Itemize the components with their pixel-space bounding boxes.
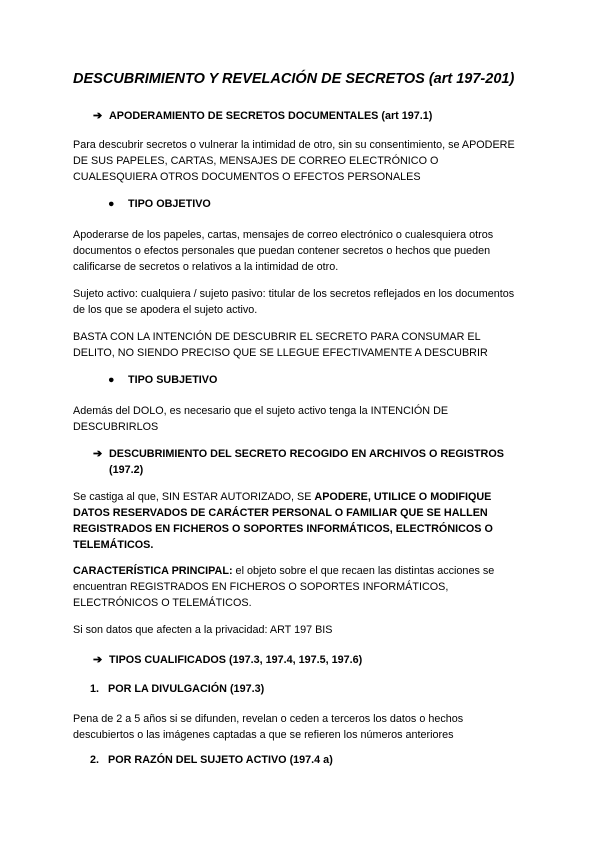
- paragraph-definition: [73, 137, 533, 185]
- text-line: de los que se apodera el sujeto activo.: [73, 304, 258, 316]
- arrow-icon: ➔: [93, 110, 103, 122]
- arrow-icon: ➔: [93, 654, 103, 666]
- bullet-icon: ●: [108, 374, 115, 386]
- paragraph-castiga: [73, 489, 533, 553]
- text-normal: Se castiga al que, SIN ESTAR AUTORIZADO, SE: [73, 491, 315, 503]
- text-line: Para descubrir secretos o vulnerar la intimidad de otro, sin su consentimiento, se APODERE: [73, 139, 515, 151]
- numbered-heading-divulgacion: [90, 683, 264, 695]
- text-line: TELEMÁTICOS.: [73, 539, 154, 551]
- bullet-text: TIPO OBJETIVO: [128, 198, 211, 210]
- bullet-heading-tipo-subjetivo: [108, 374, 218, 386]
- text-line: DE SUS PAPELES, CARTAS, MENSAJES DE CORREO ELECTRÓNICO O: [73, 155, 439, 167]
- text-line: REGISTRADOS EN FICHEROS O SOPORTES INFORMÁTICOS, ELECTRÓNICOS O: [73, 523, 493, 535]
- paragraph-pena: [73, 711, 533, 743]
- text-bold: APODERE, UTILICE O MODIFIQUE: [314, 491, 492, 503]
- bullet-icon: ●: [108, 198, 115, 210]
- text-line: Apoderarse de los papeles, cartas, mensajes de correo electrónico o cualesquiera otros: [73, 229, 494, 241]
- text-line: Sujeto activo: cualquiera / sujeto pasivo: titular de los secretos reflejados en los documentos: [73, 288, 515, 300]
- text-line: Si son datos que afecten a la privacidad: ART 197 BIS: [73, 624, 333, 636]
- numbered-heading-sujeto-activo: [90, 754, 333, 766]
- text-line: documentos o efectos personales que puedan contener secretos o hechos que pueden: [73, 245, 491, 257]
- text-bold: CARACTERÍSTICA PRINCIPAL:: [73, 565, 233, 577]
- list-number: 2.: [90, 754, 100, 766]
- section-heading-cualificados: [93, 652, 362, 668]
- text-line: DESCUBRIRLOS: [73, 421, 159, 433]
- text-line: BASTA CON LA INTENCIÓN DE DESCUBRIR EL SECRETO PARA CONSUMAR EL: [73, 331, 481, 343]
- text-line: encuentran REGISTRADOS EN FICHEROS O SOPORTES INFORMÁTICOS,: [73, 581, 449, 593]
- heading-text: DESCUBRIMIENTO DEL SECRETO RECOGIDO EN ARCHIVOS O REGISTROS: [109, 448, 504, 460]
- text-line: [73, 489, 533, 505]
- paragraph-privacidad: [73, 622, 533, 638]
- text-normal: el objeto sobre el que recaen las distintas acciones se: [232, 565, 495, 577]
- arrow-icon: ➔: [93, 448, 103, 460]
- paragraph-caracteristica: [73, 563, 533, 611]
- text-line: calificarse de secretos o relativos a la intimidad de otro.: [73, 261, 339, 273]
- section-heading-descubrimiento: [93, 446, 504, 478]
- section-heading-apoderamiento: [93, 108, 432, 124]
- paragraph-tipo-objetivo: [73, 227, 533, 275]
- heading-text: APODERAMIENTO DE SECRETOS DOCUMENTALES (art 197.1): [109, 110, 433, 122]
- numbered-text: POR RAZÓN DEL SUJETO ACTIVO (197.4 a): [108, 754, 333, 766]
- paragraph-sujetos: [73, 286, 533, 318]
- text-line: Además del DOLO, es necesario que el sujeto activo tenga la INTENCIÓN DE: [73, 405, 449, 417]
- list-number: 1.: [90, 683, 100, 695]
- paragraph-basta: [73, 329, 533, 361]
- bullet-text: TIPO SUBJETIVO: [128, 374, 218, 386]
- text-line: CUALESQUIERA OTROS DOCUMENTOS O EFECTOS PERSONALES: [73, 171, 421, 183]
- text-line: [73, 563, 533, 579]
- text-line: DATOS RESERVADOS DE CARÁCTER PERSONAL O FAMILIAR QUE SE HALLEN: [73, 507, 488, 519]
- text-line: descubiertos o las imágenes captadas a que se refieren los números anteriores: [73, 729, 454, 741]
- document-title: DESCUBRIMIENTO Y REVELACIÓN DE SECRETOS (art 197-201): [73, 71, 515, 87]
- heading-text-continued: (197.2): [109, 464, 144, 476]
- text-line: DELITO, NO SIENDO PRECISO QUE SE LLEGUE EFECTIVAMENTE A DESCUBRIR: [73, 347, 488, 359]
- numbered-text: POR LA DIVULGACIÓN (197.3): [108, 683, 265, 695]
- paragraph-tipo-subjetivo: [73, 403, 533, 435]
- bullet-heading-tipo-objetivo: [108, 198, 211, 210]
- text-line: Pena de 2 a 5 años si se difunden, revelan o ceden a terceros los datos o hechos: [73, 713, 464, 725]
- heading-text: TIPOS CUALIFICADOS (197.3, 197.4, 197.5, 197.6): [109, 654, 363, 666]
- text-line: ELECTRÓNICOS O TELEMÁTICOS.: [73, 597, 252, 609]
